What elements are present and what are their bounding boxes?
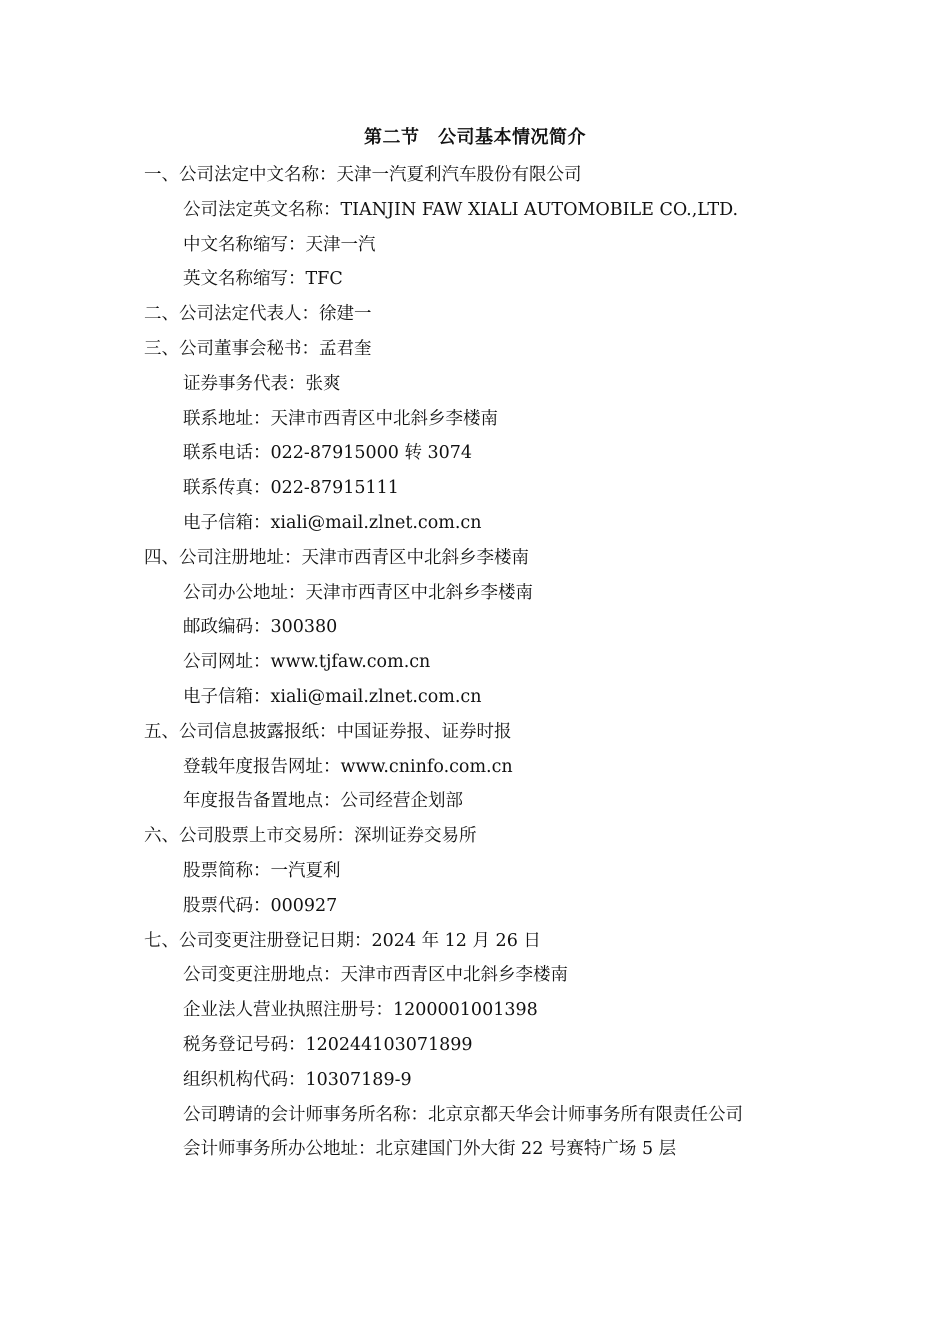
info-line-email: 电子信箱：xiali@mail.zlnet.com.cn — [183, 513, 482, 533]
info-line-organization-code: 组织机构代码：10307189-9 — [183, 1070, 412, 1090]
info-line-registration-change-date: 七、公司变更注册登记日期：2024 年 12 月 26 日 — [144, 931, 541, 951]
info-line-disclosure-newspapers: 五、公司信息披露报纸：中国证券报、证券时报 — [144, 722, 512, 742]
info-line-report-website: 登载年度报告网址：www.cninfo.com.cn — [183, 757, 513, 777]
info-line-chinese-name: 一、公司法定中文名称：天津一汽夏利汽车股份有限公司 — [144, 165, 582, 185]
info-line-tax-registration: 税务登记号码：120244103071899 — [183, 1035, 473, 1055]
info-line-legal-representative: 二、公司法定代表人：徐建一 — [144, 304, 372, 324]
info-line-contact-fax: 联系传真：022-87915111 — [183, 478, 399, 498]
info-line-stock-code: 股票代码：000927 — [183, 896, 338, 916]
info-line-stock-exchange: 六、公司股票上市交易所：深圳证券交易所 — [144, 826, 477, 846]
info-line-business-license: 企业法人营业执照注册号：1200001001398 — [183, 1000, 538, 1020]
info-line-contact-phone: 联系电话：022-87915000 转 3074 — [183, 443, 473, 463]
info-line-securities-rep: 证券事务代表：张爽 — [183, 374, 341, 394]
info-line-contact-address: 联系地址：天津市西青区中北斜乡李楼南 — [183, 409, 498, 429]
info-line-email-2: 电子信箱：xiali@mail.zlnet.com.cn — [183, 687, 482, 707]
info-line-registration-change-place: 公司变更注册地点：天津市西青区中北斜乡李楼南 — [183, 965, 568, 985]
section-title: 第二节 公司基本情况简介 — [364, 127, 586, 148]
info-line-accounting-firm: 公司聘请的会计师事务所名称：北京京都天华会计师事务所有限责任公司 — [183, 1105, 743, 1125]
info-line-report-location: 年度报告备置地点：公司经营企划部 — [183, 791, 463, 811]
info-line-board-secretary: 三、公司董事会秘书：孟君奎 — [144, 339, 372, 359]
info-line-english-abbr: 英文名称缩写：TFC — [183, 269, 343, 289]
info-line-registered-address: 四、公司注册地址：天津市西青区中北斜乡李楼南 — [144, 548, 529, 568]
info-line-english-name: 公司法定英文名称：TIANJIN FAW XIALI AUTOMOBILE CO.,LTD. — [183, 200, 739, 220]
info-line-chinese-abbr: 中文名称缩写：天津一汽 — [183, 235, 376, 255]
info-line-postal-code: 邮政编码：300380 — [183, 617, 338, 637]
info-line-website: 公司网址：www.tjfaw.com.cn — [183, 652, 431, 672]
info-line-office-address: 公司办公地址：天津市西青区中北斜乡李楼南 — [183, 583, 533, 603]
info-line-accounting-firm-address: 会计师事务所办公地址：北京建国门外大街 22 号赛特广场 5 层 — [183, 1139, 677, 1159]
info-line-stock-name: 股票简称：一汽夏利 — [183, 861, 341, 881]
